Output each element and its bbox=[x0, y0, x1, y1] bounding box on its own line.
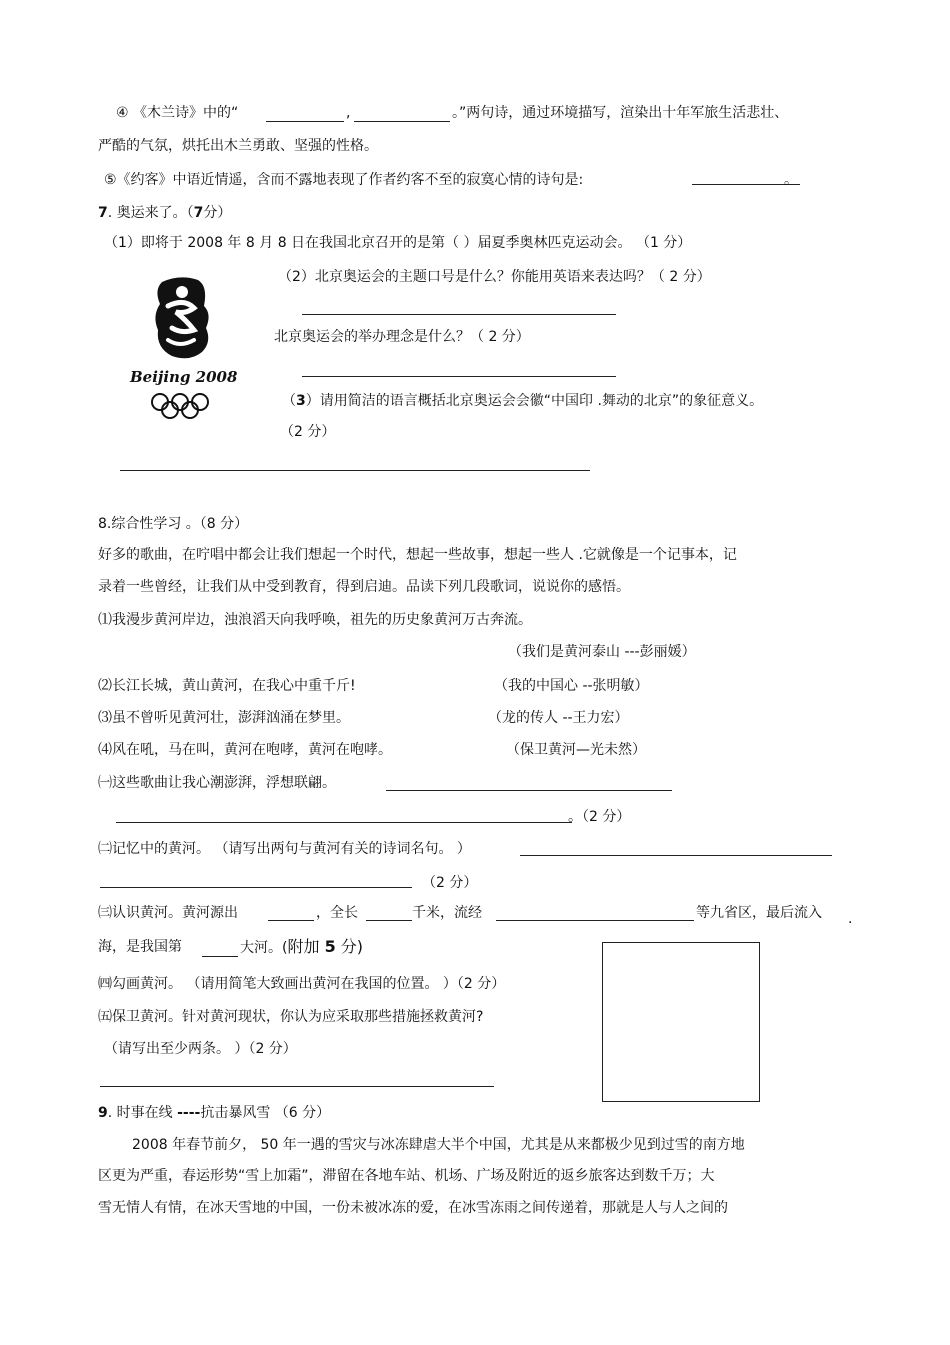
blank-mulan-2[interactable] bbox=[354, 121, 450, 122]
q9-title-c: 抗击暴风雪 （6 分） bbox=[200, 1105, 331, 1121]
q7-number: 7 bbox=[98, 205, 108, 221]
blank-source[interactable] bbox=[268, 920, 314, 921]
q7-title-text: . 奥运来了。（ bbox=[107, 205, 194, 221]
q7-title-end: 分） bbox=[203, 205, 232, 221]
q9-number: 9 bbox=[98, 1105, 108, 1121]
q8-s3-e: 海，是我国第 bbox=[98, 939, 182, 955]
blank-slogan[interactable] bbox=[302, 314, 616, 315]
q8-s3-c: 千米，流经 bbox=[412, 905, 482, 921]
blank-s2-b[interactable] bbox=[100, 887, 412, 888]
q8-s5: ㈤保卫黄河。针对黄河现状，你认为应采取那些措施拯救黄河? bbox=[98, 1009, 484, 1025]
q6-line5: ⑤《约客》中语近情遥，含而不露地表现了作者约客不至的寂寞心情的诗句是: bbox=[104, 172, 584, 188]
q8-s5b: （请写出至少两条。 ）（2 分） bbox=[104, 1041, 297, 1057]
blank-s1-b[interactable] bbox=[116, 822, 572, 823]
q7-p2b: 北京奥运会的举办理念是什么？（ 2 分） bbox=[274, 329, 530, 345]
q8-s3-g: 附加 bbox=[287, 937, 325, 956]
blank-rank[interactable] bbox=[202, 956, 238, 957]
blank-mulan-1[interactable] bbox=[266, 121, 344, 122]
q8-lyric1: ⑴我漫步黄河岸边，浊浪滔天向我呼唤，祖先的历史象黄河万古奔流。 bbox=[98, 612, 532, 628]
q9-title-a: . 时事在线 bbox=[107, 1105, 178, 1121]
q8-s3-b: ，全长 bbox=[316, 905, 358, 921]
q7-p3-text: ）请用简洁的语言概括北京奥运会会徽“中国印 .舞动的北京”的象征意义。 bbox=[305, 393, 764, 409]
q7-p3-score: （2 分） bbox=[280, 424, 336, 440]
logo-text: Beijing 2008 bbox=[130, 368, 238, 386]
drawing-box[interactable] bbox=[602, 942, 760, 1102]
q8-s3-dot: . bbox=[848, 911, 853, 927]
q8-lyric4-src: （保卫黄河—光未然） bbox=[506, 742, 646, 758]
q8-intro1: 好多的歌曲，在咛唱中都会让我们想起一个时代，想起一些故事，想起一些人 .它就像是一个记事本，记 bbox=[98, 547, 737, 563]
q8-s2: ㈡记忆中的黄河。 （请写出两句与黄河有关的诗词名句。 ） bbox=[98, 841, 471, 857]
q8-lyric4: ⑷风在吼，马在叫，黄河在咆哮，黄河在咆哮。 bbox=[98, 742, 392, 758]
q6-line4-pre: ④ 《木兰诗》中的“ bbox=[116, 105, 239, 121]
blank-s2-a[interactable] bbox=[520, 855, 832, 856]
q6-line4-post: 。”两句诗，通过环境描写，渲染出十年军旅生活悲壮、 bbox=[452, 105, 789, 121]
q8-title: 8.综合性学习 。（8 分） bbox=[98, 516, 249, 532]
q9-title bbox=[98, 1104, 330, 1122]
q6-line4-cont: 严酷的气氛，烘托出木兰勇敢、坚强的性格。 bbox=[98, 138, 378, 154]
q8-intro2: 录着一些曾经，让我们从中受到教育，得到启迪。品读下列几段歌词，说说你的感悟。 bbox=[98, 579, 630, 595]
q7-p1: （1）即将于 2008 年 8 月 8 日在我国北京召开的是第（ ）届夏季奥林匹克运动会。 （1 分） bbox=[104, 235, 692, 251]
q8-s3-f: 大河。( bbox=[240, 940, 288, 956]
q8-s1: ㈠这些歌曲让我心潮澎湃，浮想联翩。 bbox=[98, 775, 336, 791]
q8-s3-d: 等九省区，最后流入 bbox=[696, 905, 822, 921]
q8-lyric3: ⑶虽不曾听见黄河壮，澎湃汹涌在梦里。 bbox=[98, 710, 350, 726]
blank-s5[interactable] bbox=[100, 1086, 494, 1087]
q8-s3-tail bbox=[240, 938, 363, 957]
q8-s4: ㈣勾画黄河。 （请用简笔大致画出黄河在我国的位置。 ）（2 分） bbox=[98, 976, 506, 992]
q8-lyric2-src: （我的中国心 --张明敏） bbox=[494, 678, 649, 694]
q8-s3-a: ㈢认识黄河。黄河源出 bbox=[98, 905, 238, 921]
q7-score: 7 bbox=[193, 205, 204, 221]
beijing-olympic-logo bbox=[128, 268, 238, 428]
q8-s3-h: 5 bbox=[324, 937, 336, 956]
q8-s1-end: 。（2 分） bbox=[568, 809, 631, 825]
q7-p3-open: （ bbox=[282, 393, 296, 409]
q7-p2: （2）北京奥运会的主题口号是什么？你能用英语来表达吗？（ 2 分） bbox=[278, 269, 711, 285]
q8-s2-end: （2 分） bbox=[422, 875, 478, 891]
q9-p3: 雪无情人有情，在冰天雪地的中国，一份未被冰冻的爱，在冰雪冻雨之间传递着，那就是人与人之间的 bbox=[98, 1200, 728, 1216]
q8-s3-i: 分) bbox=[335, 937, 364, 956]
blank-provinces[interactable] bbox=[496, 920, 694, 921]
blank-length[interactable] bbox=[366, 920, 412, 921]
q7-p3-number: 3 bbox=[296, 393, 306, 409]
q8-lyric1-src: （我们是黄河泰山 ---彭丽媛） bbox=[508, 644, 696, 660]
q7-p3 bbox=[282, 392, 763, 410]
q9-p1: 2008 年春节前夕， 50 年一遇的雪灾与冰冻肆虐大半个中国，尤其是从来都极少见到过雪的南方地 bbox=[132, 1137, 745, 1153]
q7-title bbox=[98, 204, 231, 222]
blank-emblem[interactable] bbox=[120, 470, 590, 471]
q6-line4-comma: , bbox=[346, 105, 351, 121]
q8-s3-line2 bbox=[98, 938, 182, 956]
q8-lyric2: ⑵长江长城，黄山黄河，在我心中重千斤! bbox=[98, 678, 356, 694]
q9-p2: 区更为严重，春运形势“雪上加霜”，滞留在各地车站、机场、广场及附近的返乡旅客达到数千万；大 bbox=[98, 1168, 715, 1184]
q6-line5-end: 。 bbox=[784, 172, 798, 188]
q8-lyric3-src: （龙的传人 --王力宏） bbox=[488, 710, 629, 726]
q9-title-b: ---- bbox=[177, 1105, 201, 1121]
blank-s1-a[interactable] bbox=[386, 790, 672, 791]
blank-concept[interactable] bbox=[302, 376, 616, 377]
